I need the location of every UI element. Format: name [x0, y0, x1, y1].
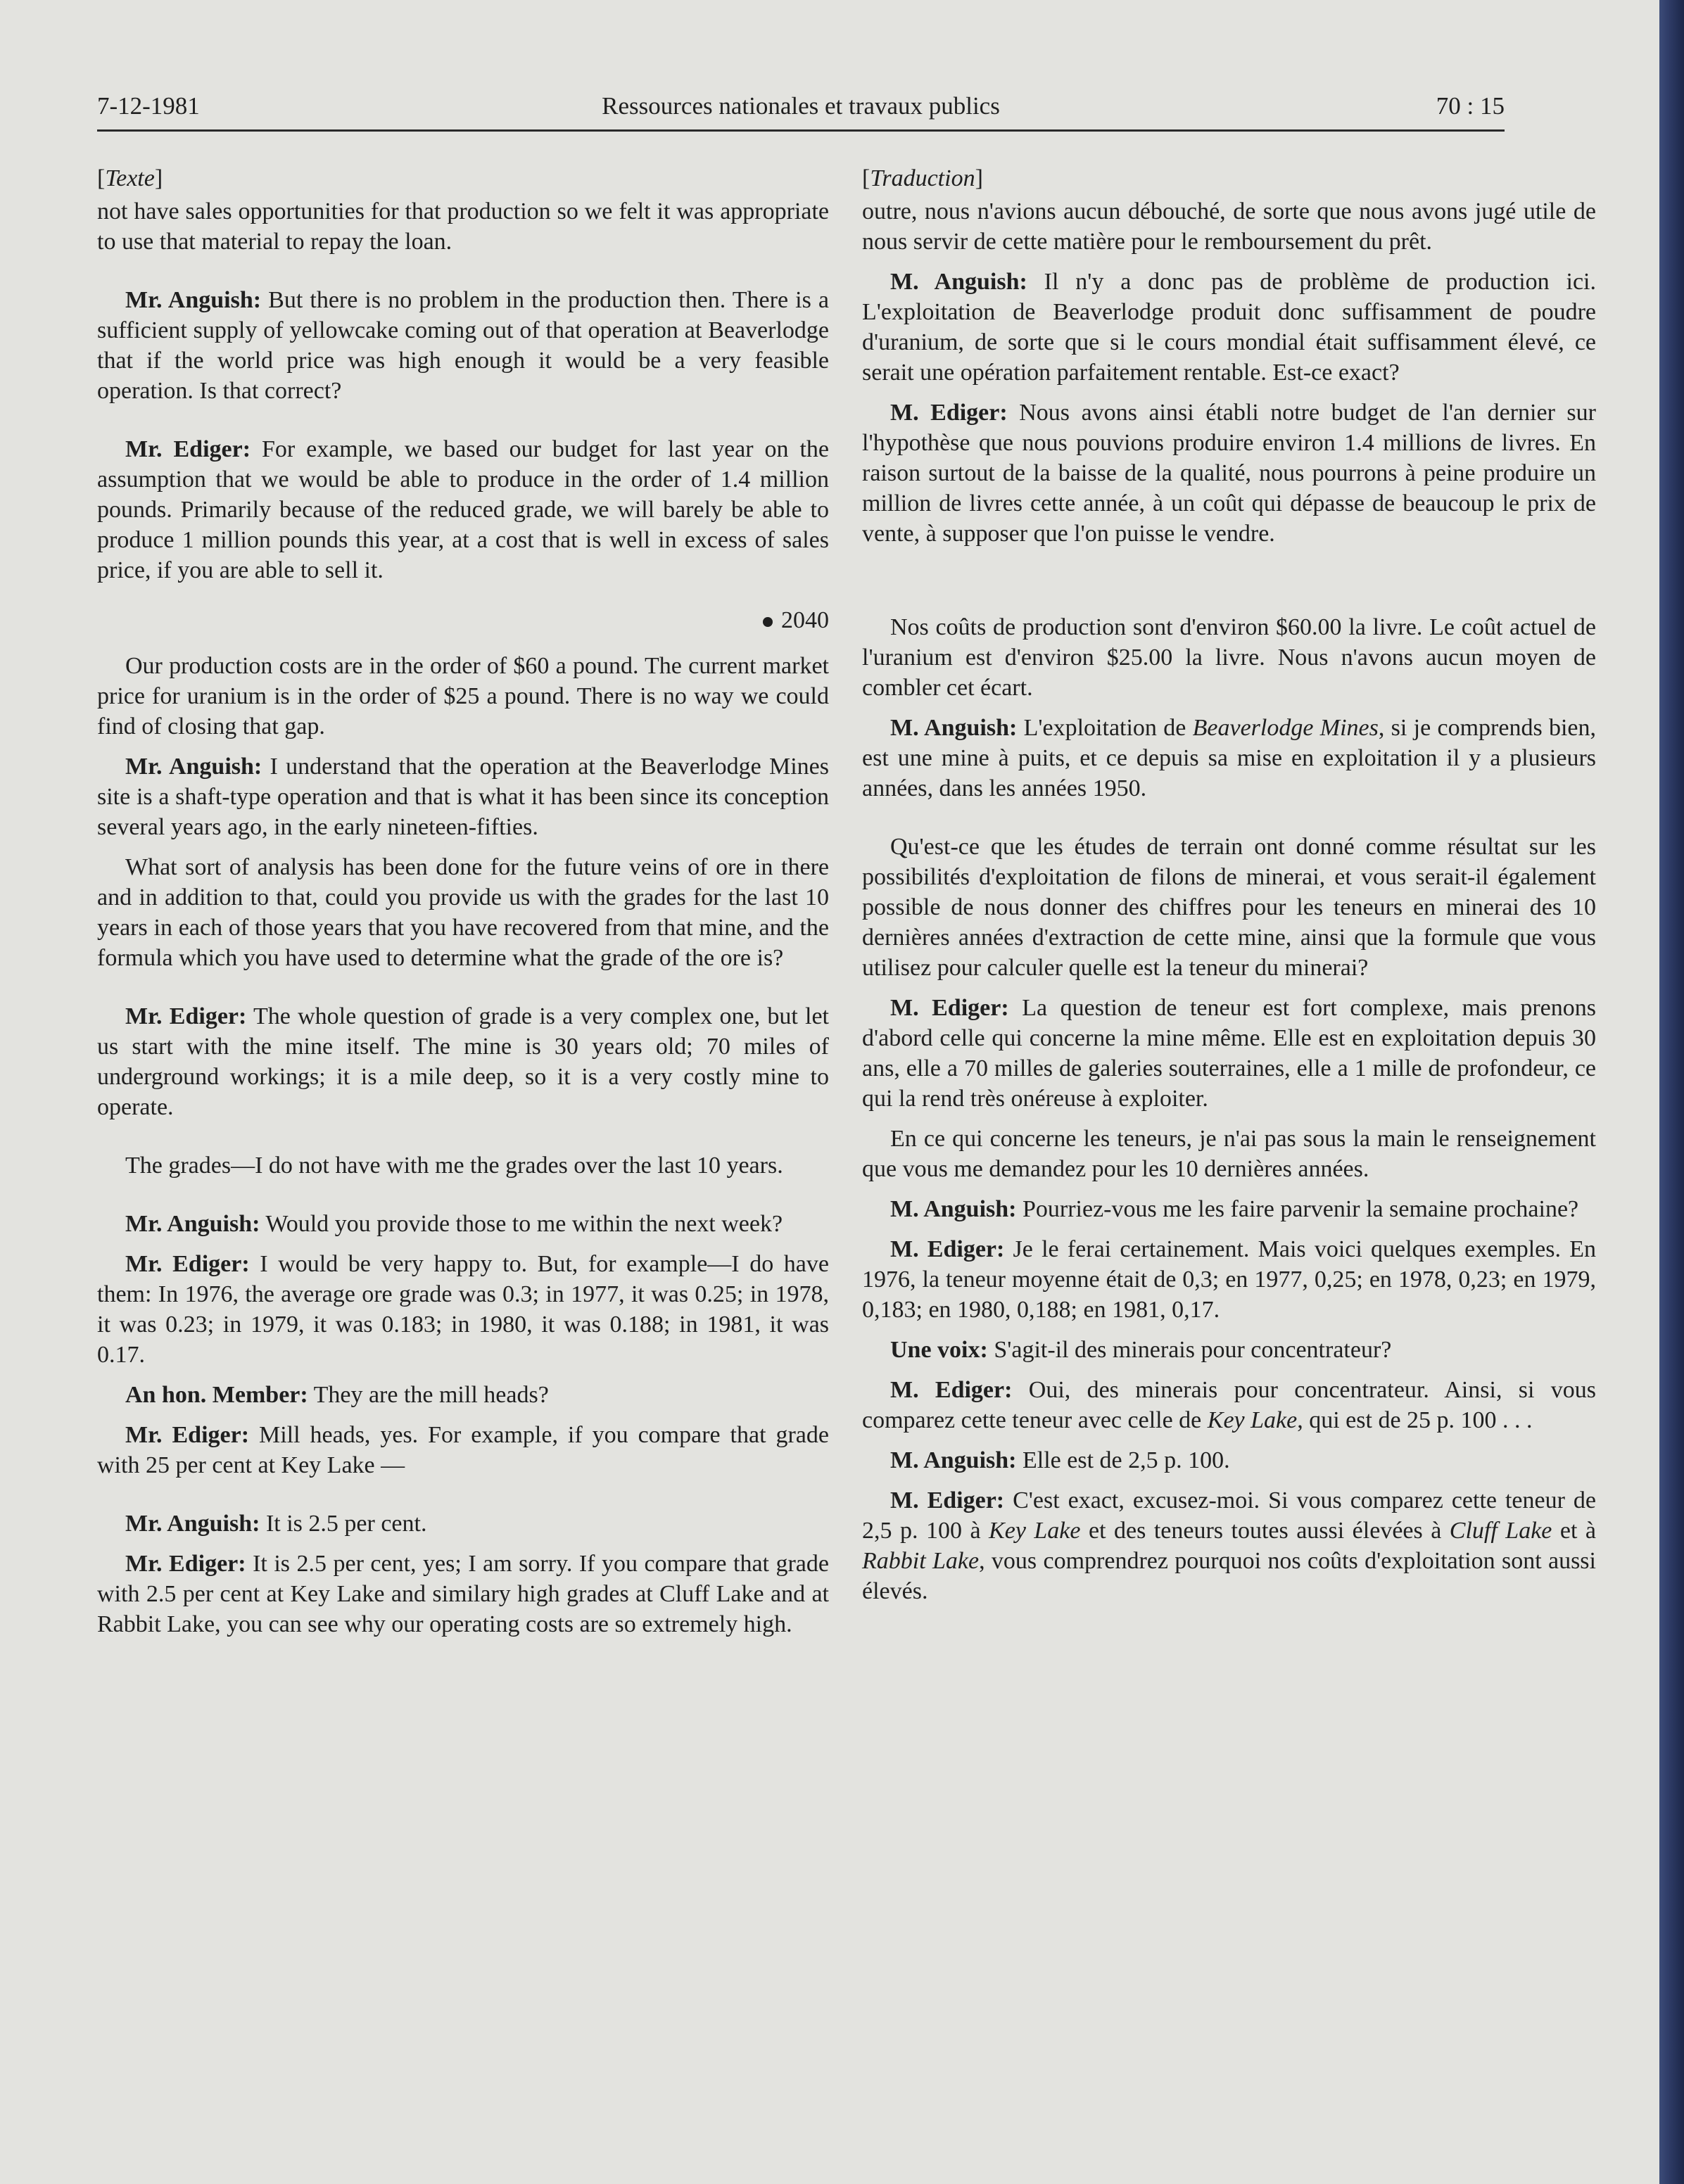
speech-text: Nous avons ainsi établi notre budget de l'an dernier sur l'hypothèse que nous pouvions produire environ 1.4 millions de livres. En raison surtout de la baisse de la qualité, nous pourrons à peine produire un million de livres cette année, à un coût qui dépasse de beaucoup le prix de vente, à supposer que l'on puisse le vendre.	[862, 400, 1596, 547]
speech-text: But there is no problem in the production then. There is a sufficient supply of yellowcake coming out of that operation at Beaverlodge that if the world price was high enough it would be a very feasible operation. Is that correct?	[97, 287, 829, 404]
speech-text: Il n'y a donc pas de problème de production ici. L'exploitation de Beaverlodge produit donc suffisamment de poudre d'uranium, de sorte que si le cours mondial était suffisamment élevé, ce serait une opération parfaitement rentable. Est-ce exact?	[862, 269, 1597, 386]
paragraph	[97, 1380, 829, 1410]
time-marker	[97, 605, 829, 635]
header-date: 7-12-1981	[97, 92, 200, 120]
paragraph	[97, 1209, 829, 1239]
speech-text: I would be very happy to. But, for example—I do have them: In 1976, the average ore grade was 0.3; in 1977, it was 0.25; in 1978, it was 0.23; in 1979, it was 0.183; in 1980, it was 0.188; in 1981, it was 0.17.	[97, 1251, 829, 1368]
paragraph	[97, 1249, 829, 1370]
paragraph	[862, 1485, 1596, 1606]
speaker-name: M. Anguish:	[890, 269, 1027, 295]
paragraph	[97, 285, 829, 406]
time-marker-text: 2040	[781, 607, 829, 633]
speaker-name: Une voix:	[890, 1337, 988, 1363]
place-name: Rabbit Lake	[862, 1548, 980, 1574]
header-title: Ressources nationales et travaux publics	[602, 92, 1000, 120]
paragraph: Our production costs are in the order of $60 a pound. The current market price for uranium is in the order of $25 a pound. There is no way we could find of closing that gap.	[97, 653, 829, 739]
speech-text: S'agit-il des minerais pour concentrateur?	[987, 1337, 1392, 1363]
speech-text: The whole question of grade is a very complex one, but let us start with the mine itself. The mine is 30 years old; 70 miles of underground workings; it is a mile deep, so it is a very costly mine to operate.	[97, 1003, 829, 1120]
speech-text: Would you provide those to me within the next week?	[260, 1211, 783, 1237]
speaker-name: Mr. Anguish:	[125, 1211, 260, 1237]
section-label-french: [Traduction]	[862, 165, 983, 191]
speech-text: It is 2.5 per cent, yes; I am sorry. If you compare that grade with 2.5 per cent at Key Lake and similary high grades at Cluff Lake and at Rabbit Lake, you can see why our operating costs are so extremely high.	[97, 1551, 829, 1637]
paragraph	[862, 713, 1596, 804]
speech-text: I understand that the operation at the Beaverlodge Mines site is a shaft-type operation and that is what it has been since its conception several years ago, in the early nineteen-fifties.	[97, 754, 830, 840]
paragraph	[97, 1549, 829, 1639]
speech-text: Je le ferai certainement. Mais voici quelques exemples. En 1976, la teneur moyenne était de 0,3; en 1977, 0,25; en 1978, 0,23; en 1979, 0,183; en 1980, 0,188; en 1981, 0,17.	[862, 1236, 1596, 1323]
speech-text: , vous comprendrez pourquoi nos coûts d'exploitation sont aussi élevés.	[862, 1548, 1596, 1604]
paragraph	[862, 1234, 1596, 1325]
paragraph: Nos coûts de production sont d'environ $60.00 la livre. Le coût actuel de l'uranium est d'environ $25.00 la livre. Nous n'avons aucun moyen de combler cet écart.	[862, 614, 1596, 701]
speaker-name: Mr. Ediger:	[125, 1422, 250, 1448]
speech-text: For example, we based our budget for last year on the assumption that we would be able to produce in the order of 1.4 million pounds. Primarily because of the reduced grade, we will barely be able to produce 1 million pounds this year, at a cost that is well in excess of sales price, if you are able to sell it.	[97, 436, 829, 583]
paragraph: En ce qui concerne les teneurs, je n'ai pas sous la main le renseignement que vous me demandez pour les 10 dernières années.	[862, 1126, 1596, 1182]
speaker-name: M. Ediger:	[890, 400, 1008, 426]
place-name: Key Lake	[989, 1518, 1081, 1544]
speaker-name: M. Anguish:	[890, 1196, 1017, 1222]
paragraph	[862, 993, 1596, 1114]
speaker-name: Mr. Ediger:	[125, 436, 251, 462]
speaker-name: M. Ediger:	[890, 1487, 1005, 1513]
section-label-text: Traduction	[870, 165, 975, 191]
speech-text: L'exploitation de	[1017, 715, 1193, 741]
paragraph: The grades—I do not have with me the grades over the last 10 years.	[125, 1153, 783, 1179]
french-column	[862, 163, 1596, 1616]
page-header	[97, 86, 1505, 132]
header-page-number: 70 : 15	[1436, 92, 1505, 120]
speaker-name: Mr. Ediger:	[125, 1003, 247, 1029]
place-name: Cluff Lake	[1449, 1518, 1552, 1544]
paragraph	[862, 398, 1596, 549]
paragraph	[97, 1509, 829, 1539]
speaker-name: M. Ediger:	[890, 995, 1009, 1021]
speech-text: Mill heads, yes. For example, if you compare that grade with 25 per cent at Key Lake —	[97, 1422, 829, 1478]
paragraph	[97, 1001, 829, 1122]
paragraph: Qu'est-ce que les études de terrain ont donné comme résultat sur les possibilités d'exploitation de filons de minerai, et vous serait-il également possible de nous donner des chiffres pour les teneurs en minerai des 10 dernières années d'extraction de cette mine, ainsi que la formule que vous utilisez pour calculer quelle est la teneur du minerai?	[862, 834, 1596, 981]
paragraph: outre, nous n'avions aucun débouché, de sorte que nous avons jugé utile de nous servir de cette matière pour le remboursement du prêt.	[862, 198, 1596, 255]
speech-text: , qui est de 25 p. 100 . . .	[1297, 1407, 1533, 1433]
place-name: Beaverlodge Mines	[1192, 715, 1379, 741]
paragraph	[97, 751, 829, 842]
speech-text: Oui, des minerais pour concentrateur. Ainsi, si vous comparez cette teneur avec celle de	[862, 1377, 1596, 1433]
speaker-name: Mr. Anguish:	[125, 287, 262, 313]
paragraph	[97, 1420, 829, 1480]
speech-text: et à	[1552, 1518, 1597, 1544]
section-label-english: [Texte]	[97, 165, 163, 191]
binding-edge	[1659, 0, 1684, 2184]
paragraph	[97, 434, 829, 585]
speaker-name: M. Anguish:	[890, 715, 1018, 741]
section-label-text: Texte	[105, 165, 155, 191]
speech-text: La question de teneur est fort complexe, mais prenons d'abord celle qui concerne la mine même. Elle est en exploitation depuis 30 ans, elle a 70 milles de galeries souterraines, elle a 1 mille de profondeur, ce qui la rend très onéreuse à exploiter.	[862, 995, 1596, 1112]
speaker-name: M. Anguish:	[890, 1447, 1017, 1473]
speech-text: Elle est de 2,5 p. 100.	[1016, 1447, 1230, 1473]
speech-text: It is 2.5 per cent.	[260, 1511, 427, 1537]
english-column	[97, 163, 829, 1649]
speaker-name: Mr. Anguish:	[125, 1511, 260, 1537]
bullet-icon	[763, 617, 773, 627]
paragraph	[862, 1375, 1596, 1435]
speech-text: et des teneurs toutes aussi élevées à	[1080, 1518, 1450, 1544]
speech-text: They are the mill heads?	[308, 1382, 549, 1408]
paragraph	[862, 1445, 1596, 1475]
speaker-name: Mr. Anguish:	[125, 754, 262, 780]
paragraph: not have sales opportunities for that production so we felt it was appropriate to use that material to repay the loan.	[97, 198, 829, 255]
place-name: Key Lake	[1207, 1407, 1298, 1433]
paragraph	[862, 267, 1596, 388]
speaker-name: Mr. Ediger:	[125, 1251, 250, 1277]
speaker-name: Mr. Ediger:	[125, 1551, 246, 1577]
speaker-name: M. Ediger:	[890, 1236, 1005, 1262]
paragraph: What sort of analysis has been done for the future veins of ore in there and in addition to that, could you provide us with the grades for the last 10 years in each of those years that you have recovered from that mine, and the formula which you have used to determine what the grade of the ore is?	[97, 854, 829, 971]
paragraph	[862, 1335, 1596, 1365]
speech-text: , si je comprends bien, est une mine à puits, et ce depuis sa mise en exploitation il y a plusieurs années, dans les années 1950.	[862, 715, 1597, 801]
speech-text: C'est exact, excusez-moi. Si vous comparez cette teneur de 2,5 p. 100 à	[862, 1487, 1596, 1544]
paragraph	[862, 1194, 1596, 1224]
speech-text: Pourriez-vous me les faire parvenir la semaine prochaine?	[1016, 1196, 1579, 1222]
speaker-name: M. Ediger:	[890, 1377, 1013, 1403]
speaker-name: An hon. Member:	[125, 1382, 308, 1408]
